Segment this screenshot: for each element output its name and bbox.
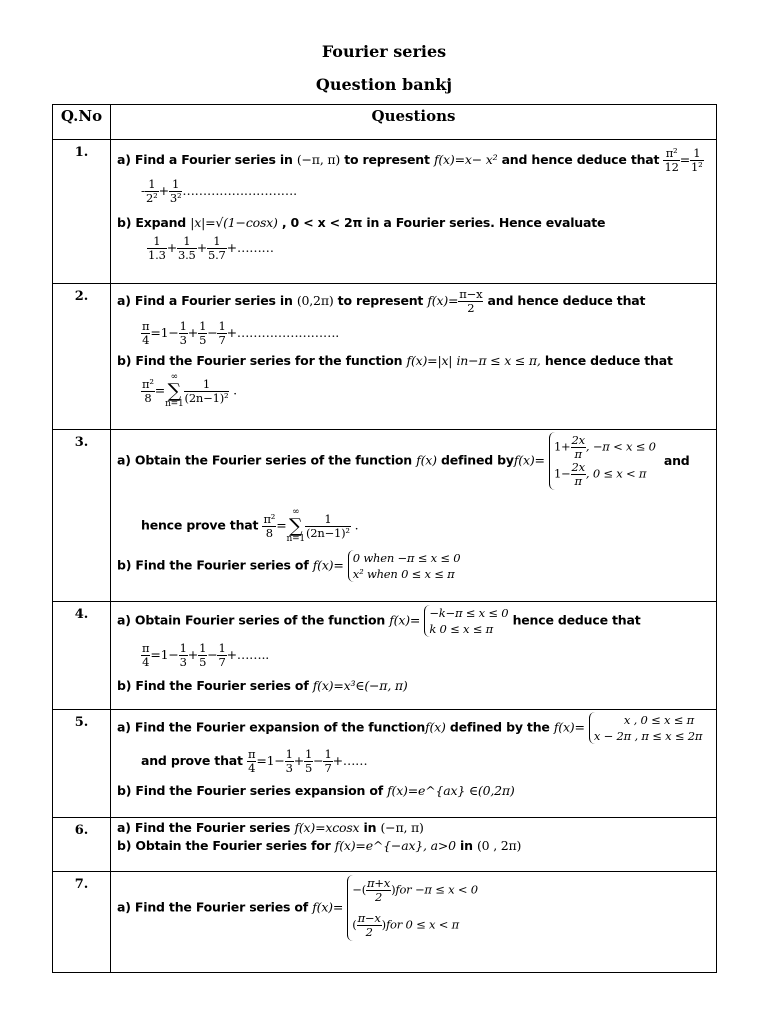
q6b: b) Obtain the Fourier series for f(x)=e^{−ax}, a>0 in (0 , 2π) [117, 838, 522, 853]
question-cell [111, 284, 717, 430]
header-qno: Q.No [53, 105, 111, 140]
document-subtitle: Question bankj [315, 75, 453, 94]
document-title: Fourier series [321, 42, 447, 61]
q3a-hence: hence prove that $\frac{\text{π²}}{8}$ =∞ ∑ n=1 $\frac{1}{\text{(2n−1)²}}$ . [141, 507, 359, 544]
q4a: a) Obtain Fourier series of the function f(x)= −k−π ≤ x ≤ 0 k 0 ≤ x ≤ π hence deduce that [117, 606, 641, 636]
question-cell [111, 140, 717, 284]
q2b-series: $\frac{\text{π²}}{8}$ =∞ ∑ n=1 $\frac{1}{\text{(2n−1)²}}$ . [142, 372, 237, 409]
question-table [52, 104, 717, 973]
question-number: 5. [53, 710, 111, 818]
question-cell [111, 602, 717, 710]
q4b: b) Find the Fourier series of f(x)=x³∈(−π, π) [117, 678, 408, 693]
question-number: 1. [53, 140, 111, 284]
question-number: 7. [53, 872, 111, 973]
table-row [53, 818, 717, 872]
question-number: 2. [53, 284, 111, 430]
question-cell [111, 710, 717, 818]
table-row [53, 430, 717, 602]
q2a-series: $\frac{\pi}{4}$ =1− $\frac{1}{3}$ + $\frac{1}{5}$ − $\frac{1}{7}$ +……………………. [142, 319, 340, 347]
question-number: 3. [53, 430, 111, 602]
table-row [53, 284, 717, 430]
q1b-series: $\frac{1}{1.3}$ + $\frac{1}{3.5}$ + $\frac{1}{5.7}$ +……… [148, 234, 274, 262]
question-cell [111, 430, 717, 602]
question-number: 4. [53, 602, 111, 710]
q7a: a) Find the Fourier series of f(x)= −( $\frac{\pi+x}{2}$ )for −π ≤ x < 0 ( $\frac{\pi-x}{2}$ )for 0 ≤ x < π [117, 876, 478, 939]
q1b: b) Expand |x|=√(1−cosx) , 0 < x < 2π in a Fourier series. Hence evaluate [117, 215, 606, 230]
q5a: a) Find the Fourier expansion of the functionf(x) defined by the f(x)= x , 0 ≤ x ≤ π x − 2π , π ≤ x ≤ 2π [117, 713, 703, 743]
q5b: b) Find the Fourier series expansion of f(x)=e^{ax} ∈(0,2π) [117, 783, 515, 798]
q4a-series: $\frac{\pi}{4}$ =1− $\frac{1}{3}$ + $\frac{1}{5}$ − $\frac{1}{7}$ +…….. [142, 641, 270, 669]
table-header-row [53, 105, 717, 140]
q3a: a) Obtain the Fourier series of the function f(x) defined byf(x)= 1+ $\frac{2x}{\pi}$ , −π < x ≤ 0 1− $\frac{2x}{\pi}$ , 0 ≤ x < π and [117, 433, 690, 488]
q1a: a) Find a Fourier series in (−π, π) to represent f(x)=x− x² and hence deduce that $\frac{\text{π²}}{12}$ = $\frac{1}{\text{1²}}$ [117, 146, 703, 174]
question-cell [111, 872, 717, 973]
header-questions: Questions [111, 105, 717, 140]
question-cell [111, 818, 717, 872]
q1a-cont: - $\frac{1}{\text{2²}}$ + $\frac{1}{\text{3²}}$ ………………………. [141, 177, 297, 205]
q5a-prove: and prove that $\frac{\pi}{4}$ =1− $\frac{1}{3}$ + $\frac{1}{5}$ − $\frac{1}{7}$ +…… [141, 747, 368, 775]
q6a: a) Find the Fourier series f(x)=xcosx in (−π, π) [117, 820, 424, 835]
table-row [53, 710, 717, 818]
table-row [53, 140, 717, 284]
q2a: a) Find a Fourier series in (0,2π) to represent f(x)= $\frac{\pi-x}{2}$ and hence deduce that [117, 287, 646, 315]
table-row [53, 602, 717, 710]
q3b: b) Find the Fourier series of f(x)= 0 when −π ≤ x ≤ 0 x² when 0 ≤ x ≤ π [117, 551, 461, 581]
q2b: b) Find the Fourier series for the function f(x)=|x| in−π ≤ x ≤ π, hence deduce that [117, 353, 673, 368]
table-row [53, 872, 717, 973]
question-number: 6. [53, 818, 111, 872]
